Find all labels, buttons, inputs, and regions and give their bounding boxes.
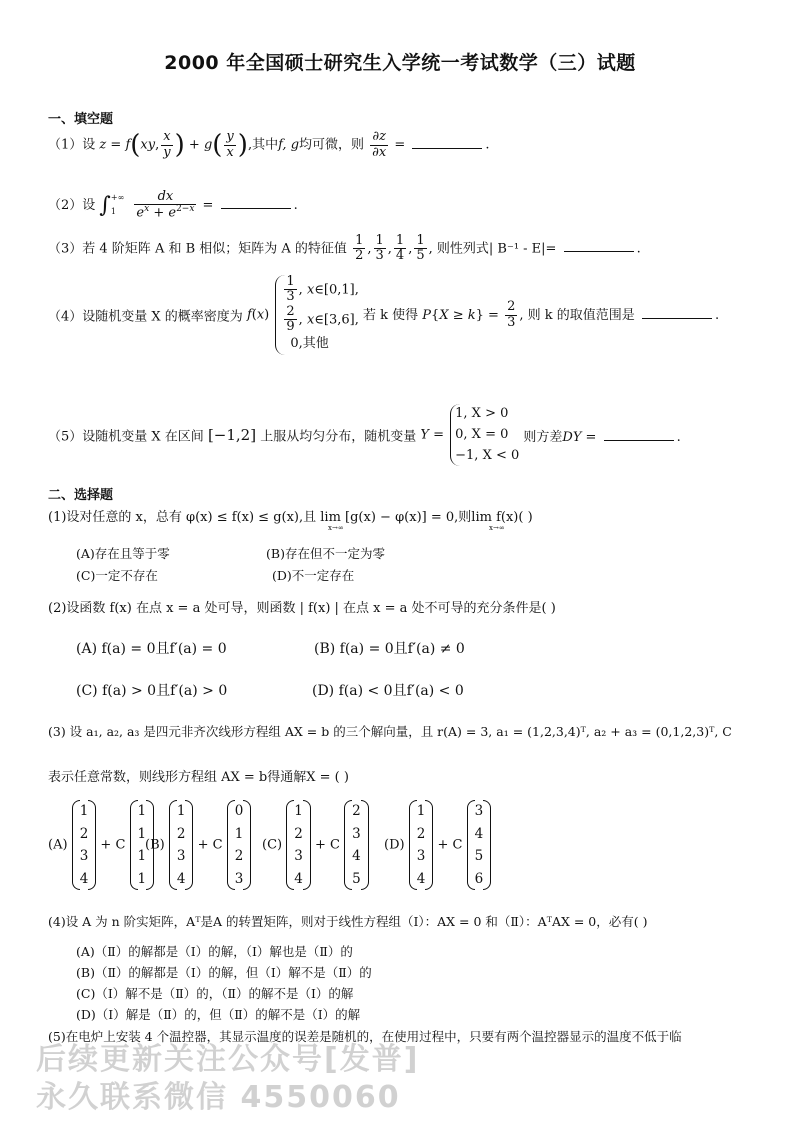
choice-3-option-a[interactable]: (A) 1 2 3 4 + C 1 1 1 1 — [48, 800, 154, 890]
limit-subscript: x→∞ — [489, 524, 505, 532]
choice-4-option-a[interactable]: (A)（Ⅱ）的解都是（Ⅰ）的解，（Ⅰ）解也是（Ⅱ）的 — [76, 944, 353, 959]
fill-question-4: （4）设随机变量 X 的概率密度为 f(x) $\frac{1}{3}$ , x∈[0,1], $\frac{2}{9}$ , x∈[3,6], 0,其他 若 k 使得 P{X ≥ k} = $\frac{2}{3}$ , 则 k 的取值范围是 . — [48, 275, 599, 355]
choice-1-option-d[interactable]: (D)不一定存在 — [272, 568, 355, 583]
choice-1-option-c[interactable]: (C)一定不存在 — [76, 568, 158, 583]
watermark-line-1: 后续更新关注公众号[发普] — [36, 1042, 420, 1077]
page-title: 2000 年全国硕士研究生入学统一考试数学（三）试题 — [164, 52, 636, 74]
choice-1-option-a[interactable]: (A)存在且等于零 — [76, 546, 170, 561]
vector-base: 1 2 3 4 — [409, 800, 434, 890]
vector-base: 1 2 3 4 — [72, 800, 97, 890]
choice-4-option-b[interactable]: (B)（Ⅱ）的解都是（Ⅰ）的解，但（Ⅰ）解不是（Ⅱ）的 — [76, 965, 372, 980]
choice-3-option-c[interactable]: (C) 1 2 3 4 + C 2 3 4 5 — [262, 800, 369, 890]
choice-question-2: (2)设函数 f(x) 在点 x = a 处可导，则函数 | f(x) | 在点 x = a 处不可导的充分条件是( ) — [48, 601, 556, 616]
choice-4-option-c[interactable]: (C)（Ⅰ）解不是（Ⅱ）的，（Ⅱ）的解不是（Ⅰ）的解 — [76, 986, 354, 1001]
watermark-line-2: 永久联系微信 4550060 — [36, 1080, 401, 1115]
vector-base: 1 2 3 4 — [286, 800, 311, 890]
choice-3-option-d[interactable]: (D) 1 2 3 4 + C 3 4 5 6 — [384, 800, 491, 890]
vector-direction: 3 4 5 6 — [467, 800, 492, 890]
choice-2-option-b[interactable]: (B) f(a) = 0且f′(a) ≠ 0 — [314, 641, 465, 657]
choice-1-option-b[interactable]: (B)存在但不一定为零 — [266, 546, 385, 561]
limit-subscript: x→∞ — [328, 524, 344, 532]
choice-question-4: (4)设 A 为 n 阶实矩阵，Aᵀ是A 的转置矩阵，则对于线性方程组（Ⅰ）：AX = 0 和（Ⅱ）：AᵀAX = 0，必有( ) — [48, 914, 648, 929]
choice-question-3-cont: 表示任意常数，则线形方程组 AX = b得通解X = ( ) — [48, 770, 349, 785]
choice-3-option-b[interactable]: (B) 1 2 3 4 + C 0 1 2 3 — [145, 800, 251, 890]
piecewise-density: $\frac{1}{3}$ , x∈[0,1], $\frac{2}{9}$ , x∈[3,6], 0,其他 — [275, 275, 358, 355]
answer-blank[interactable] — [564, 239, 634, 252]
choice-4-option-d[interactable]: (D)（Ⅰ）解是（Ⅱ）的，但（Ⅱ）的解不是（Ⅰ）的解 — [76, 1007, 361, 1022]
fill-question-1: （1）设 z = f(xy, $\frac{x}{y}$ ) + g( $\frac{y}{x}$ ),其中f, g均可微，则 $\frac{\partial z}{\partial x}$ = . — [48, 129, 490, 160]
answer-blank[interactable] — [412, 136, 482, 149]
answer-blank[interactable] — [642, 306, 712, 319]
vector-direction: 0 1 2 3 — [227, 800, 252, 890]
vector-direction: 2 3 4 5 — [344, 800, 369, 890]
answer-blank[interactable] — [221, 196, 291, 209]
fill-question-3: （3）若 4 阶矩阵 A 和 B 相似；矩阵为 A 的特征值 $\frac{1}{2}$ , $\frac{1}{3}$ , $\frac{1}{4}$ , $\frac{1}{5}$ , 则性列式| B⁻¹ - E|= . — [48, 233, 641, 264]
choice-question-3: (3) 设 a₁, a₂, a₃ 是四元非齐次线形方程组 AX = b 的三个解向量，且 r(A) = 3, a₁ = (1,2,3,4)ᵀ, a₂ + a₃ = (0,1,2,3)ᵀ, C — [48, 724, 732, 739]
choice-2-option-a[interactable]: (A) f(a) = 0且f′(a) = 0 — [76, 641, 227, 657]
choice-2-option-c[interactable]: (C) f(a) > 0且f′(a) > 0 — [76, 683, 228, 699]
vector-direction: 1 1 1 1 — [130, 800, 155, 890]
choice-question-5: (5)在电炉上安装 4 个温控器，其显示温度的误差是随机的，在使用过程中，只要有两个温控器显示的温度不低于临 — [48, 1029, 682, 1044]
vector-base: 1 2 3 4 — [169, 800, 194, 890]
fill-question-5: （5）设随机变量 X 在区间 [−1,2] 上服从均匀分布，随机变量 Y = 1, X > 0 0, X = 0 −1, X < 0 则方差DY = . — [48, 404, 681, 466]
section-fill-heading: 一、填空题 — [48, 112, 114, 127]
answer-blank[interactable] — [604, 428, 674, 441]
fill-question-2: （2）设 ∫ +∞ 1 $\frac{dx}{e^x + e^{2-x}}$ = . — [48, 189, 298, 221]
piecewise-y: 1, X > 0 0, X = 0 −1, X < 0 — [450, 404, 519, 466]
section-choice-heading: 二、选择题 — [48, 488, 114, 503]
choice-2-option-d[interactable]: (D) f(a) < 0且f′(a) < 0 — [312, 683, 464, 699]
choice-question-1: (1)设对任意的 x，总有 φ(x) ≤ f(x) ≤ g(x),且 lim [g(x) − φ(x)] = 0,则lim f(x)( ) — [48, 510, 533, 525]
